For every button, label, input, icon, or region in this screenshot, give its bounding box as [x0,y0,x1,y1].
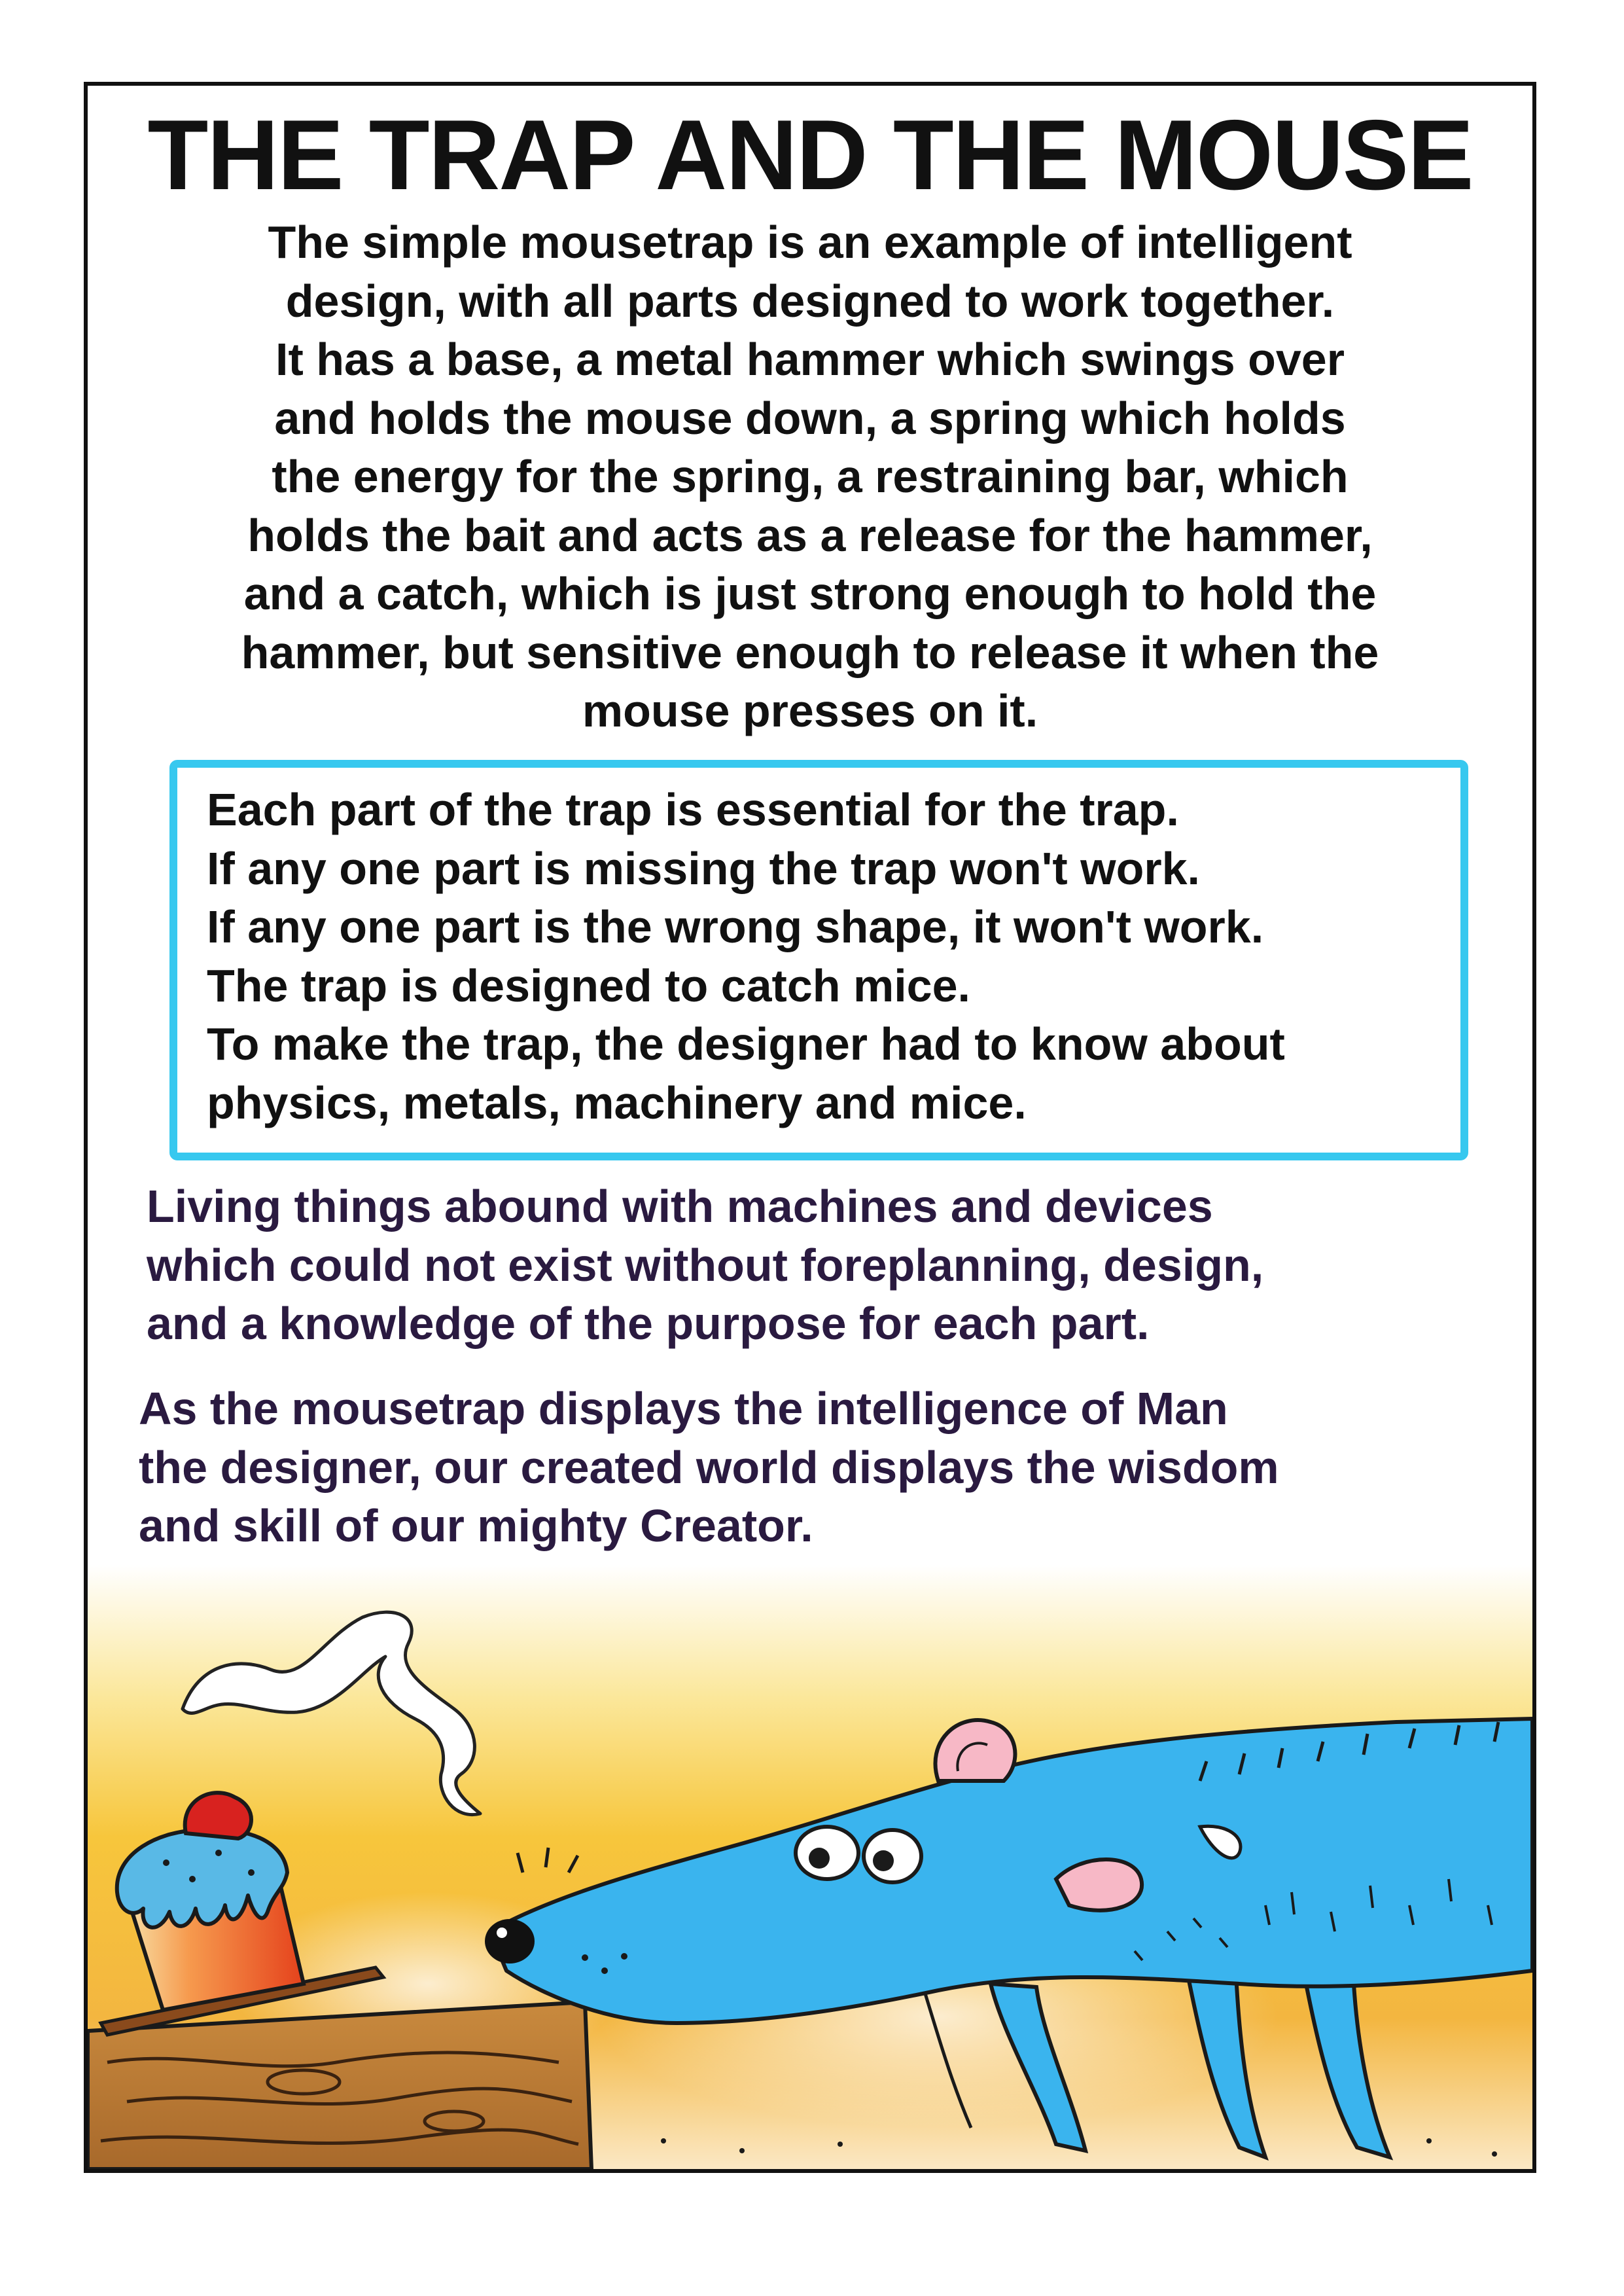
highlight-line: To make the trap, the designer had to know about [207,1018,1285,1069]
living-line: Living things abound with machines and devices [147,1181,1213,1232]
highlight-line: Each part of the trap is essential for the trap. [207,784,1179,835]
intro-line: and holds the mouse down, a spring which holds [274,392,1346,444]
page-title: THE TRAP AND THE MOUSE [147,99,1473,211]
page-frame [84,82,1536,2173]
intro-line: mouse presses on it. [582,685,1038,736]
intro-line: holds the bait and acts as a release for the hammer, [247,509,1373,561]
highlight-box [169,760,1468,1160]
intro-line: design, with all parts designed to work together. [285,275,1335,327]
intro-line: It has a base, a metal hammer which swings over [275,334,1345,385]
creator-paragraph [139,1380,1279,1556]
mousetrap-illustration [88,1565,1532,2169]
living-line: which could not exist without foreplanning, design, [147,1239,1264,1291]
creator-line: and skill of our mighty Creator. [139,1500,813,1551]
highlight-line: physics, metals, machinery and mice. [207,1077,1027,1128]
living-things-paragraph [147,1177,1263,1354]
creator-line: the designer, our created world displays the wisdom [139,1441,1279,1493]
living-line: and a knowledge of the purpose for each part. [147,1298,1150,1349]
intro-line: the energy for the spring, a restraining bar, which [272,451,1349,502]
intro-line: hammer, but sensitive enough to release it when the [241,626,1379,678]
highlight-line: The trap is designed to catch mice. [207,960,970,1011]
wooden-base-icon [88,2002,591,2169]
intro-paragraph [127,213,1493,741]
intro-line: The simple mousetrap is an example of intelligent [268,217,1352,268]
intro-line: and a catch, which is just strong enough to hold the [243,568,1377,619]
highlight-line: If any one part is the wrong shape, it won't work. [207,901,1264,952]
highlight-line: If any one part is missing the trap won't work. [207,842,1200,894]
creator-line: As the mousetrap displays the intelligence of Man [139,1383,1228,1434]
